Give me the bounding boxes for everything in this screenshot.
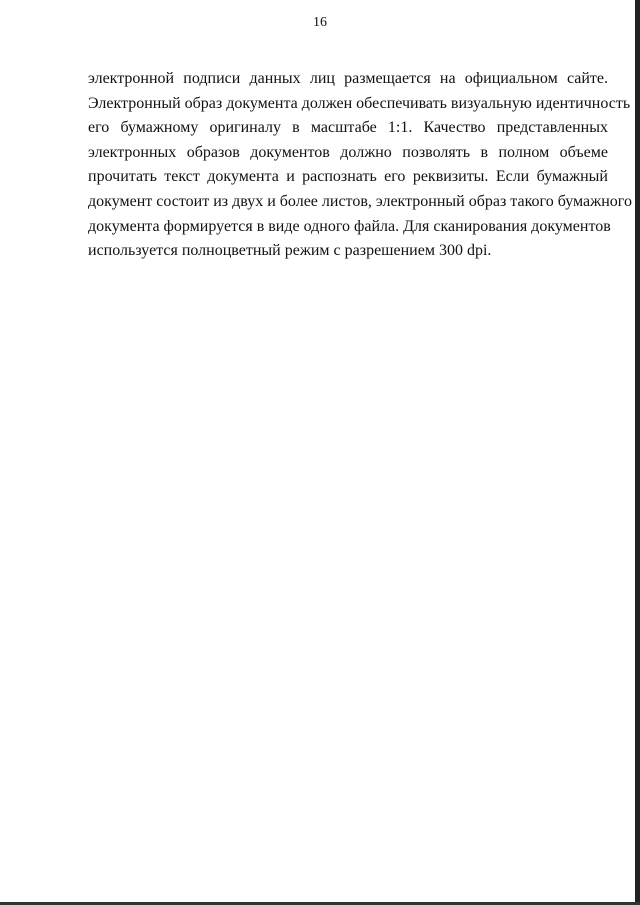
paragraph	[88, 67, 632, 264]
text-line: электронных образов документов должно позволять в полном объеме	[88, 143, 608, 161]
text-line: его бумажному оригиналу в масштабе 1:1. Качество представленных	[88, 119, 608, 137]
page-number: 16	[313, 15, 327, 30]
text-line: Электронный образ документа должен обеспечивать визуальную идентичность	[88, 94, 631, 112]
text-line: документа формируется в виде одного файла. Для сканирования документов	[88, 217, 611, 235]
text-line: используется полноцветный режим с разрешением 300 dpi.	[88, 242, 492, 260]
text-line: прочитать текст документа и распознать его реквизиты. Если бумажный	[88, 168, 608, 186]
scan-edge-right	[635, 0, 640, 905]
text-line: электронной подписи данных лиц размещается на официальном сайте.	[88, 70, 608, 87]
text-line: документ состоит из двух и более листов, электронный образ такого бумажного	[88, 192, 632, 210]
